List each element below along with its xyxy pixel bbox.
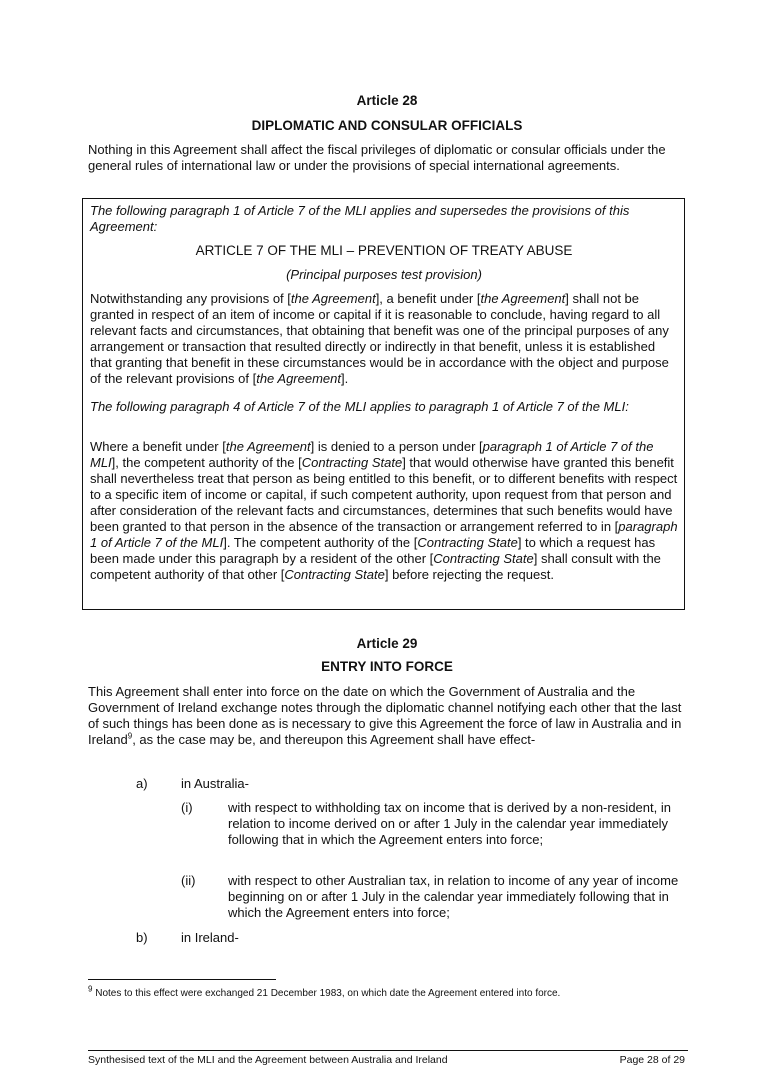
article-29-number: Article 29: [356, 636, 418, 651]
sub-list-label-ii: (ii): [181, 873, 196, 888]
article-29-body: This Agreement shall enter into force on the date on which the Government of Australia and the Government of Ireland exchange notes through the diplomatic channel notifying each other that the last of such things has been done as is necessary to give this Agreement the force of law in Australia and in Ireland$^9$, as the case may be, and thereupon this Agreement shall have effect-: [88, 684, 682, 747]
mli-paragraph-1: Notwithstanding any provisions of [the Agreement], a benefit under [the Agreement] shall not be granted in respect of an item of income or capital if it is reasonable to conclude, having regard to all relevant facts and circumstances, that obtaining that benefit was one of the principal purposes of any arrangement or transaction that resulted directly or indirectly in that benefit, unless it is established that granting that benefit in these circumstances would be in accordance with the object and purpose of the relevant provisions of [the Agreement].: [90, 291, 669, 386]
article-28-title: DIPLOMATIC AND CONSULAR OFFICIALS: [251, 118, 523, 133]
mli-article-subheading: (Principal purposes test provision): [286, 267, 482, 282]
list-item-australia: in Australia-: [181, 776, 249, 791]
mli-provision-box: [82, 198, 685, 610]
mli-paragraph-4: Where a benefit under [the Agreement] is denied to a person under [paragraph 1 of Article 7 of the MLI], the competent authority of the [Contracting State] that would otherwise have granted this benefit shall nevertheless treat that person as being entitled to this benefit, or to different benefits with respect to a specific item of income or capital, if such competent authority, upon request from that person and after consideration of the relevant facts and circumstances, determines that such benefits would have been granted to that person in the absence of the transaction or arrangement referred to in [paragraph 1 of Article 7 of the MLI]. The competent authority of the [Contracting State] to which a request has been made under this paragraph by a resident of the other [Contracting State] shall consult with the competent authority of that other [Contracting State] before rejecting the request.: [90, 439, 678, 582]
list-label-a: a): [136, 776, 148, 791]
mli-intro-paragraph-1: The following paragraph 1 of Article 7 of the MLI applies and supersedes the provisions of this Agreement:: [90, 203, 630, 234]
footer-divider: [88, 1050, 688, 1051]
footer-page-number: Page 28 of 29: [619, 1054, 685, 1066]
mli-intro-paragraph-2: The following paragraph 4 of Article 7 of the MLI applies to paragraph 1 of Article 7 of the MLI:: [90, 399, 629, 414]
sub-list-label-i: (i): [181, 800, 193, 815]
footnote-divider: [88, 979, 276, 980]
article-28-number: Article 28: [356, 93, 418, 108]
footnote-marker: 9: [88, 984, 93, 994]
footnote-9: $^9$ Notes to this effect were exchanged 21 December 1983, on which date the Agreement entered into force.: [88, 984, 561, 999]
article-28-body: Nothing in this Agreement shall affect the fiscal privileges of diplomatic or consular officials under the general rules of international law or under the provisions of special international agreements.: [88, 142, 666, 173]
list-item-ireland: in Ireland-: [181, 930, 239, 945]
mli-article-heading: ARTICLE 7 OF THE MLI – PREVENTION OF TREATY ABUSE: [195, 243, 573, 258]
list-label-b: b): [136, 930, 148, 945]
sub-list-item-i: with respect to withholding tax on income that is derived by a non-resident, in relation to income derived on or after 1 July in the calendar year immediately following that in which the Agreement enters into force;: [228, 800, 671, 847]
footer-document-title: Synthesised text of the MLI and the Agreement between Australia and Ireland: [88, 1054, 448, 1066]
footnote-reference[interactable]: 9: [127, 731, 133, 741]
sub-list-item-ii: with respect to other Australian tax, in relation to income of any year of income beginning on or after 1 July in the calendar year immediately following that in which the Agreement enters into force;: [228, 873, 679, 920]
article-29-title: ENTRY INTO FORCE: [321, 659, 453, 674]
